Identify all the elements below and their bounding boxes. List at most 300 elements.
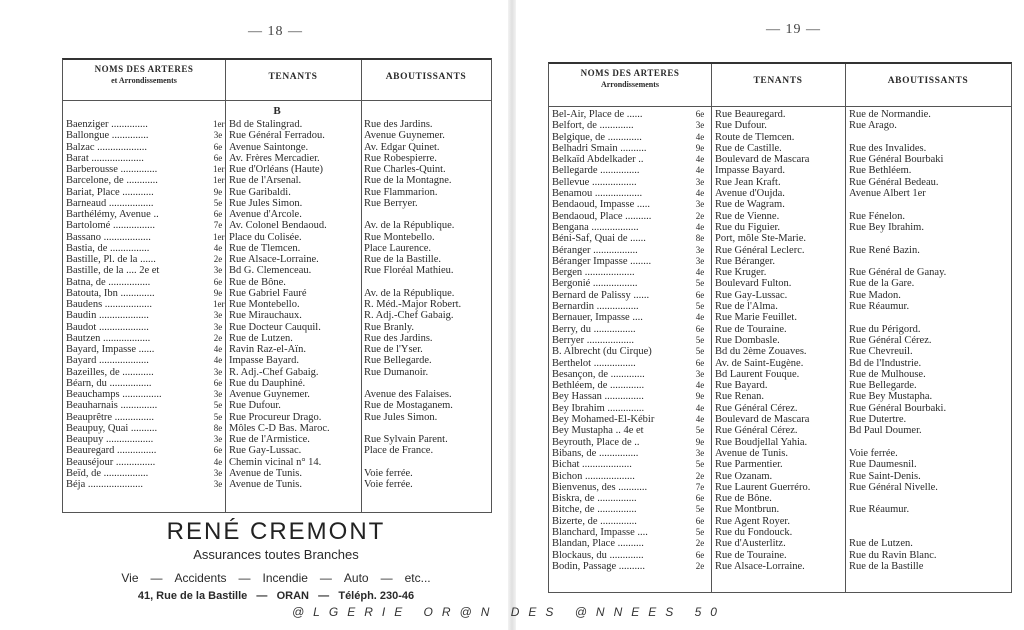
street-name: Bastille, de la .... 2e et [66,265,160,277]
street-name: Besançon, de ............. [552,368,645,380]
arrondissement: 5e [695,504,705,515]
aboutissants-cell: Rue Berryer. [364,197,418,209]
arrondissement: 1er [213,299,225,309]
street-name: Blockaus, du ............. [552,549,644,561]
street-name: Bayard, Impasse ...... [66,344,155,355]
ad-services [62,568,490,588]
tenants-cell: Bd Laurent Fouque. [715,368,800,380]
tenants-cell: Rue Agent Royer. [715,515,790,527]
street-name: Balzac ................... [66,141,148,153]
street-name: Belfort, de ............. [552,120,634,132]
arrondissement: 5e [695,526,705,537]
street-name: Bayard ................... [66,355,149,367]
table-row [63,130,491,141]
table-header [549,64,1011,107]
street-name: Bellevue ................. [552,176,637,188]
street-name: Baudot ................... [66,321,149,333]
arrondissement: 3e [213,467,223,478]
table-row [549,312,1011,323]
table-row [549,561,1011,572]
tenants-cell: Rue Bayard. [715,380,768,392]
street-table [62,58,492,513]
tenants-cell: Rue Alsace-Lorraine. [229,254,319,265]
street-name: Bergonié ................. [552,278,638,290]
street-name: Bienvenus, des ........... [552,481,648,493]
tenants-cell: Rue Beauregard. [715,109,786,120]
aboutissants-cell: Rue Flammarion. [364,186,438,198]
street-name: Bazeilles, de ............ [66,366,154,378]
tenants-cell: Rue Montbrun. [715,504,780,516]
tenants-cell: Bd de Stalingrad. [229,119,303,130]
aboutissants-cell: Av. de la République. [364,287,455,299]
tenants-cell: Rue de Wagram. [715,199,785,211]
tenants-cell: Boulevard de Mascara [715,414,810,426]
tenants-cell: Rue de Vienne. [715,210,780,222]
aboutissants-cell: Rue Général Bourbaki [849,154,944,166]
table-row [63,220,491,231]
tenants-cell: Av. Frères Mercadier. [229,152,320,164]
table-row [549,324,1011,335]
aboutissants-cell: Rue de la Montagne. [364,175,452,187]
ad-subtitle: Assurances toutes Branches [193,547,359,562]
tenants-cell: Rue Docteur Cauquil. [229,321,321,333]
tenants-cell: Avenue de Tunis. [229,479,303,490]
tenants-cell: Boulevard de Mascara [715,154,810,166]
tenants-cell: Avenue d'Arcole. [229,209,302,220]
table-row [549,527,1011,538]
table-row [549,414,1011,425]
aboutissants-cell: Rue Branly. [364,321,415,333]
aboutissants-cell: Rue des Invalides. [849,142,927,154]
page-number: — 19 — [766,22,821,37]
aboutissants-cell: Rue Bey Mustapha. [849,391,933,403]
street-name: Blandan, Place .......... [552,538,644,550]
street-name: Bichat ................... [552,459,632,471]
aboutissants-cell: Rue de l'Yser. [364,344,423,355]
arrondissement: 5e [695,346,705,357]
ad-contact: 41, Rue de la Bastille — ORAN — Téléph. 230-46 [137,590,415,602]
street-name: Baudin ................... [66,310,149,322]
street-name: Barneaud ................. [66,197,154,209]
table-row [549,211,1011,222]
arrondissement: 6e [213,377,223,388]
aboutissants-cell: Rue Réaumur. [849,301,910,313]
tenants-cell: Rue de Castille. [715,142,782,154]
header-noms-subtitle: et Arrondissements [111,76,177,85]
header-noms [63,63,225,87]
table-row [63,400,491,411]
street-name: Beyrouth, Place de .. [552,436,640,448]
ad-service-item: — [238,571,251,585]
street-name: Belhadri Smain .......... [552,142,647,154]
street-name: Benamou .................. [552,188,643,200]
ad-service-item: Accidents [174,571,227,585]
tenants-cell: Route de Tlemcen. [715,131,795,143]
tenants-cell: Impasse Bayard. [715,165,785,177]
header-noms-title: NOMS DES ARTERES [580,68,680,78]
tenants-cell: Rue Gay-Lussac. [715,289,788,301]
arrondissement: 4e [695,131,705,142]
ad-company-name: RENÉ CREMONT [166,518,386,545]
street-name: Berry, du ................ [552,323,636,335]
arrondissement: 6e [695,323,705,334]
table-body [549,109,1011,572]
tenants-cell: Rue Renan. [715,391,764,403]
street-name: Bellegarde ............... [552,165,640,177]
arrondissement: 5e [695,301,705,312]
table-row [63,378,491,389]
street-name: Baudens .................. [66,299,153,310]
street-name: Bichon ................... [552,470,635,482]
aboutissants-cell: Rue Général Nivelle. [849,481,938,493]
arrondissement: 6e [695,289,705,300]
table-row [549,301,1011,312]
aboutissants-cell: Bd de l'Industrie. [849,357,922,369]
table-row [549,369,1011,380]
street-name: Bitche, de ............... [552,504,637,516]
arrondissement: 6e [213,152,223,163]
tenants-cell: Rue de Tlemcen. [229,242,301,254]
tenants-cell: Rue Parmentier. [715,459,783,471]
arrondissement: 3e [695,120,705,131]
table-row [63,254,491,265]
right-page [518,0,1024,630]
arrondissement: 6e [213,209,223,219]
section-letter: B [273,105,281,117]
aboutissants-cell: Rue de Mulhouse. [849,368,926,380]
header-tenants: TENANTS [268,72,318,82]
tenants-cell: Rue de l'Armistice. [229,434,310,445]
tenants-cell: Rue Béranger. [715,255,776,267]
tenants-cell: Rue Général Ferradou. [229,130,325,142]
table-row [63,142,491,153]
ad-service-item: Incendie [262,571,308,585]
arrondissement: 2e [695,470,705,481]
arrondissement: 6e [213,445,223,456]
tenants-cell: Rue Gabriel Fauré [229,287,307,299]
aboutissants-cell: Rue de Lutzen. [849,538,913,550]
table-row [63,288,491,299]
aboutissants-cell: Rue Réaumur. [849,504,910,516]
tenants-cell: Place du Colisée. [229,231,302,243]
table-row [63,389,491,400]
street-name: Béranger ................. [552,244,638,256]
aboutissants-cell: Rue des Jardins. [364,119,433,130]
arrondissement: 3e [695,368,705,379]
street-name: Beauregard ............... [66,445,157,457]
aboutissants-cell: Rue du Périgord. [849,323,921,335]
table-row [63,367,491,378]
aboutissants-cell: Rue de la Bastille. [364,254,441,265]
street-name: Beauséjour ............... [66,456,156,468]
aboutissants-cell: Rue Floréal Mathieu. [364,265,454,277]
aboutissants-cell: Rue de Mostaganem. [364,400,453,412]
tenants-cell: Rue de Touraine. [715,323,787,335]
table-row [63,175,491,186]
table-row [549,256,1011,267]
arrondissement: 6e [695,493,705,504]
aboutissants-cell: Rue Général Bourbaki. [849,402,947,414]
tenants-cell: Rue de l'Alma. [715,301,778,313]
table-row [549,222,1011,233]
arrondissement: 4e [213,242,223,253]
table-row [63,198,491,209]
arrondissement: 9e [695,142,705,153]
street-name: B. Albrecht (du Cirque) [552,346,652,358]
tenants-cell: Rue du Fondouck. [715,526,793,538]
arrondissement: 8e [695,233,705,244]
aboutissants-cell: Rue Charles-Quint. [364,164,446,175]
arrondissement: 2e [695,210,705,221]
arrondissement: 1er [213,175,225,186]
tenants-cell: Rue Garibaldi. [229,186,291,198]
street-name: Beauchamps ............... [66,389,162,400]
arrondissement: 1er [213,119,225,129]
table-row [549,380,1011,391]
aboutissants-cell: Avenue Guynemer. [364,130,445,142]
aboutissants-cell: Rue Dumanoir. [364,366,429,378]
aboutissants-cell: Rue Bey Ibrahim. [849,221,924,233]
table-row [549,177,1011,188]
table-row [549,109,1011,120]
header-noms-title: NOMS DES ARTERES [94,64,194,74]
table-header [63,60,491,101]
table-row [63,153,491,164]
tenants-cell: R. Adj.-Chef Gabaig. [229,366,319,378]
table-row [549,199,1011,210]
table-row [549,143,1011,154]
table-row [63,423,491,434]
table-row [63,265,491,276]
street-name: Bey Mohamed-El-Kébir [552,414,655,426]
aboutissants-cell: Voie ferrée. [364,467,413,479]
street-name: Barthélémy, Avenue .. [66,209,159,220]
table-row [549,482,1011,493]
header-noms [549,67,711,91]
table-body [63,103,491,490]
table-row [549,154,1011,165]
tenants-cell: Rue Dombasle. [715,334,780,346]
street-name: Bendaoud, Place .......... [552,210,652,222]
tenants-cell: Rue de Lutzen. [229,332,293,344]
street-name: Batna, de ................ [66,276,151,288]
street-name: Bel-Air, Place de ...... [552,109,643,120]
table-row [549,516,1011,527]
arrondissement: 9e [213,287,223,298]
arrondissement: 8e [213,422,223,433]
tenants-cell: Rue Gay-Lussac. [229,445,302,457]
aboutissants-cell: Rue Bethléem. [849,165,912,177]
arrondissement: 4e [695,402,705,413]
table-row [549,459,1011,470]
tenants-cell: Rue du Figuier. [715,221,781,233]
aboutissants-cell: Rue Général Cérez. [849,334,932,346]
tenants-cell: Ravin Raz-el-Aïn. [229,344,306,355]
tenants-cell: Rue Général Cérez. [715,402,798,414]
street-name: Bariat, Place ............ [66,186,154,198]
arrondissement: 6e [695,109,705,119]
aboutissants-cell: Rue Daumesnil. [849,459,917,471]
ad-service-item: — [319,571,332,585]
tenants-cell: Rue Alsace-Lorraine. [715,560,805,572]
tenants-cell: Môles C-D Bas. Maroc. [229,422,330,434]
tenants-cell: Rue Général Cérez. [715,425,798,437]
aboutissants-cell: Rue Fénelon. [849,210,905,222]
arrondissement: 7e [213,220,223,231]
page-number: — 18 — [248,24,303,39]
arrondissement: 3e [213,265,223,276]
aboutissants-cell: Bd Paul Doumer. [849,425,922,437]
aboutissants-cell: Rue Saint-Denis. [849,470,921,482]
arrondissement: 3e [695,199,705,210]
table-row [63,412,491,423]
aboutissants-cell: Rue Robespierre. [364,152,437,164]
table-row [549,550,1011,561]
table-row [549,437,1011,448]
table-row [63,445,491,456]
arrondissement: 4e [695,221,705,232]
arrondissement: 3e [695,176,705,187]
arrondissement: 5e [213,400,223,411]
table-row [549,188,1011,199]
tenants-cell: Bd du 2ème Zouaves. [715,346,807,358]
arrondissement: 5e [695,334,705,345]
street-name: Béni-Saf, Quai de ...... [552,233,646,245]
tenants-cell: Rue Dufour. [715,120,767,132]
street-name: Belgique, de ............. [552,131,642,143]
table-row [63,299,491,310]
ad-service-item: Vie [121,571,139,585]
arrondissement: 3e [695,244,705,255]
tenants-cell: Rue du Dauphiné. [229,377,306,389]
tenants-cell: Rue d'Orléans (Haute) [229,164,324,175]
arrondissement: 3e [213,389,223,399]
ad-address: 41, Rue de la Bastille [137,590,248,602]
street-name: Beauprêtre ............... [66,411,155,423]
table-row [63,479,491,490]
aboutissants-cell: Rue René Bazin. [849,244,920,256]
ad-city: ORAN [276,590,309,602]
street-name: Baenziger .............. [66,119,148,130]
aboutissants-cell: Rue Chevreuil. [849,346,913,358]
street-name: Biskra, de ............... [552,493,637,505]
header-aboutissants: ABOUTISSANTS [385,72,467,82]
aboutissants-cell: Rue Dutertre. [849,414,907,426]
header-noms-subtitle: Arrondissements [600,80,660,89]
tenants-cell: Rue Marie Feuillet. [715,312,797,324]
street-name: Bey Mustapha .. 4e et [552,425,644,437]
table-row [549,358,1011,369]
aboutissants-cell: Rue de la Bastille [849,560,924,572]
street-name: Bergen ................... [552,267,635,279]
street-name: Bastille, Pl. de la ...... [66,254,156,265]
street-name: Berryer .................. [552,334,634,346]
table-row [549,448,1011,459]
arrondissement: 9e [213,186,223,197]
arrondissement: 6e [695,549,705,560]
arrondissement: 4e [695,165,705,176]
street-name: Belkaïd Abdelkader .. [552,154,644,166]
table-row [63,344,491,355]
arrondissement: 3e [213,434,223,444]
table-row [63,468,491,479]
aboutissants-cell: Av. de la République. [364,220,455,232]
table-row [63,457,491,468]
aboutissants-cell: R. Méd.-Major Robert. [364,299,462,310]
arrondissement: 5e [695,425,705,436]
table-row [63,434,491,445]
arrondissement: 9e [695,436,705,447]
table-row [63,355,491,366]
arrondissement: 4e [213,456,223,467]
arrondissement: 1er [213,164,225,174]
tenants-cell: Avenue Saintonge. [229,141,309,153]
table-row [63,333,491,344]
street-name: Bassano .................. [66,231,151,243]
street-name: Berthelot ................ [552,357,636,369]
tenants-cell: Rue d'Austerlitz. [715,538,786,550]
arrondissement: 3e [213,310,223,321]
aboutissants-cell: Rue des Jardins. [364,332,433,344]
table-row [549,278,1011,289]
street-name: Bizerte, de .............. [552,515,637,527]
arrondissement: 4e [695,267,705,278]
book-gutter [508,0,516,630]
arrondissement: 3e [213,479,223,489]
tenants-cell: Rue Général Leclerc. [715,244,805,256]
table-row [63,277,491,288]
table-row [549,471,1011,482]
arrondissement: 3e [213,321,223,332]
ad-service-item: — [150,571,163,585]
street-name: Bodin, Passage .......... [552,560,646,572]
table-row [549,335,1011,346]
aboutissants-cell: Place de France. [364,445,434,457]
table-row [63,209,491,220]
table-row [63,119,491,130]
tenants-cell: Port, môle Ste-Marie. [715,233,806,245]
footer-watermark: @LGERIE OR@N DES @NNEES 50 [292,605,726,619]
aboutissants-cell: Avenue Albert 1er [849,188,926,200]
table-row [63,243,491,254]
arrondissement: 4e [213,344,223,354]
tenants-cell: Rue Kruger. [715,267,767,279]
arrondissement: 9e [695,391,705,402]
tenants-cell: Rue Jules Simon. [229,197,303,209]
tenants-cell: Rue Procureur Drago. [229,411,322,423]
table-row [549,120,1011,131]
arrondissement: 3e [213,366,223,377]
street-name: Beïd, de ................. [66,467,149,479]
aboutissants-cell: Rue Sylvain Parent. [364,434,448,445]
tenants-cell: Rue de Touraine. [715,549,787,561]
tenants-cell: Bd G. Clemenceau. [229,265,312,277]
aboutissants-cell: Rue de la Gare. [849,278,915,290]
tenants-cell: Rue Laurent Guerréro. [715,481,811,493]
street-table [548,62,1012,593]
tenants-cell: Rue Montebello. [229,299,300,310]
arrondissement: 4e [695,380,705,391]
table-row [63,187,491,198]
street-name: Bastia, de ............... [66,242,150,254]
street-name: Barcelone, de ............ [66,175,158,187]
tenants-cell: Rue Mirauchaux. [229,310,302,322]
arrondissement: 5e [695,459,705,470]
aboutissants-cell: Place Laurence. [364,242,432,254]
table-row [549,504,1011,515]
table-row [63,310,491,321]
table-row [549,391,1011,402]
